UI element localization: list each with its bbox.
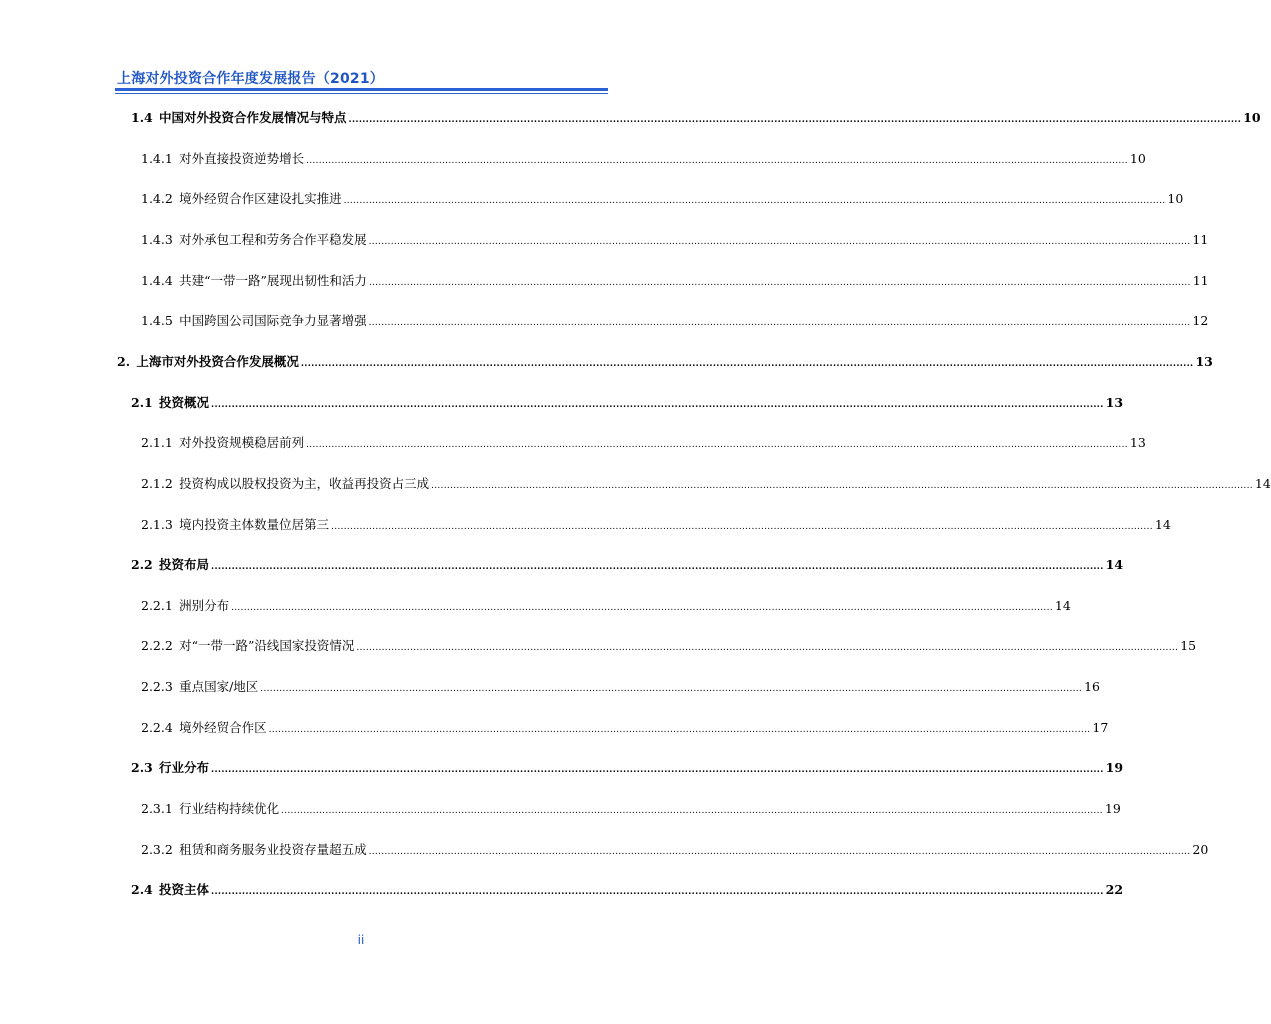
toc-entry-title: 境外经贸合作区 [179,720,267,735]
toc-entry-title: 共建“一带一路”展现出韧性和活力 [179,273,367,288]
toc-entry[interactable] [141,839,1209,861]
toc-entry-label [141,229,367,251]
toc-entry-number: 2.4 [131,882,153,897]
toc-entry[interactable] [141,148,1146,170]
toc-entry-page: 17 [1092,720,1109,735]
toc-entry-number: 1.4.2 [141,191,173,206]
toc-entry-title: 投资概况 [159,395,210,410]
toc-entry-page: 10 [1129,151,1146,166]
toc-entry-page: 14 [1105,557,1124,572]
toc-entry-page: 19 [1104,801,1121,816]
toc-entry-label [131,107,347,129]
toc-entry-label [141,514,329,536]
toc-entry-label [141,839,367,861]
toc-entry-number: 1.4.3 [141,232,173,247]
toc-leader-dots: .................................................................................................................................................................................................................................................................... [306,440,1128,450]
toc-leader-dots: .................................................................................................................................................................................................................................................................... [368,278,1191,288]
toc-entry-label [131,554,209,576]
toc-entry-label [141,473,429,495]
toc-entry-page: 13 [1129,435,1146,450]
toc-entry[interactable] [141,514,1171,536]
toc-entry-title: 对外承包工程和劳务合作平稳发展 [179,232,367,247]
toc-entry[interactable] [131,107,1261,129]
toc-entry-title: 租赁和商务服务业投资存量超五成 [179,842,367,857]
toc-entry-page: 11 [1192,273,1209,288]
toc-leader-dots: .................................................................................................................................................................................................................................................................... [368,237,1191,247]
toc-entry[interactable] [141,676,1101,698]
toc-entry-label [131,757,209,779]
toc-entry-number: 2. [117,354,131,369]
toc-entry-label [131,879,209,901]
toc-entry-page: 14 [1154,517,1171,532]
toc-leader-dots: .................................................................................................................................................................................................................................................................... [211,765,1104,775]
toc-leader-dots: .................................................................................................................................................................................................................................................................... [211,400,1104,410]
toc-entry-label [141,676,258,698]
toc-entry[interactable] [131,392,1124,414]
toc-entry-label [131,392,209,414]
header-rule-thick [115,88,608,91]
toc-entry[interactable] [141,229,1209,251]
toc-entry-label [141,148,304,170]
toc-entry-number: 2.1.3 [141,517,173,532]
toc-entry-label [141,270,367,292]
toc-entry-title: 中国对外投资合作发展情况与特点 [159,110,347,125]
toc-entry-label [141,188,342,210]
toc-leader-dots: .................................................................................................................................................................................................................................................................... [281,806,1103,816]
toc-entry-label [141,635,354,657]
toc-entry-title: 行业分布 [159,760,210,775]
toc-entry-title: 中国跨国公司国际竞争力显著增强 [179,313,367,328]
toc-leader-dots: .................................................................................................................................................................................................................................................................... [268,725,1091,735]
toc-entry-title: 对外投资规模稳居前列 [179,435,305,450]
toc-entry-page: 14 [1054,598,1071,613]
toc-entry-number: 2.3 [131,760,153,775]
toc-entry-title: 对外直接投资逆势增长 [179,151,305,166]
toc-entry-title: 洲别分布 [179,598,230,613]
toc-entry[interactable] [141,310,1209,332]
toc-entry[interactable] [131,554,1124,576]
toc-entry-page: 22 [1105,882,1124,897]
toc-entry-page: 19 [1105,760,1124,775]
toc-leader-dots: .................................................................................................................................................................................................................................................................... [431,481,1253,491]
toc-entry-label [141,798,279,820]
toc-entry-title: 重点国家/地区 [179,679,259,694]
toc-entry-label [141,310,367,332]
toc-entry-page: 14 [1254,476,1271,491]
toc-leader-dots: .................................................................................................................................................................................................................................................................... [306,156,1128,166]
toc-entry-title: 境外经贸合作区建设扎实推进 [179,191,342,206]
toc-entry-page: 13 [1105,395,1124,410]
toc-entry-label [141,595,229,617]
toc-entry-number: 2.2.3 [141,679,173,694]
toc-leader-dots: .................................................................................................................................................................................................................................................................... [260,684,1083,694]
toc-entry-number: 2.1.2 [141,476,173,491]
toc-entry-page: 16 [1084,679,1101,694]
toc-leader-dots: .................................................................................................................................................................................................................................................................... [331,522,1153,532]
toc-leader-dots: .................................................................................................................................................................................................................................................................... [368,318,1191,328]
toc-entry-number: 2.2.2 [141,638,173,653]
toc-entry[interactable] [141,798,1121,820]
toc-entry-page: 20 [1192,842,1209,857]
header-rule-thin [115,93,608,94]
toc-entry-title: 行业结构持续优化 [179,801,280,816]
toc-entry-page: 15 [1180,638,1197,653]
toc-entry-title: 投资构成以股权投资为主，收益再投资占三成 [179,476,430,491]
toc-leader-dots: .................................................................................................................................................................................................................................................................... [211,562,1104,572]
toc-entry-number: 2.1.1 [141,435,173,450]
toc-entry[interactable] [141,717,1109,739]
toc-entry-number: 1.4.5 [141,313,173,328]
toc-leader-dots: .................................................................................................................................................................................................................................................................... [348,115,1242,125]
toc-entry[interactable] [141,635,1197,657]
report-header-title: 上海对外投资合作年度发展报告（2021） [117,71,384,87]
toc-entry-number: 2.3.1 [141,801,173,816]
toc-leader-dots: .................................................................................................................................................................................................................................................................... [211,887,1104,897]
toc-entry[interactable] [141,473,1271,495]
toc-entry-number: 1.4 [131,110,153,125]
toc-leader-dots: .................................................................................................................................................................................................................................................................... [300,359,1194,369]
toc-entry[interactable] [141,188,1184,210]
toc-entry-page: 12 [1192,313,1209,328]
toc-entry[interactable] [141,270,1209,292]
toc-entry-title: 投资主体 [159,882,210,897]
toc-entry[interactable] [131,879,1124,901]
toc-entry-title: 对“一带一路”沿线国家投资情况 [179,638,355,653]
toc-leader-dots: .................................................................................................................................................................................................................................................................... [368,847,1191,857]
toc-entry-page: 13 [1195,354,1213,369]
footer-page-number: ii [357,933,365,947]
toc-entry-number: 1.4.4 [141,273,173,288]
toc-entry[interactable] [131,757,1124,779]
toc-entry-label [141,717,267,739]
toc-entry-number: 1.4.1 [141,151,173,166]
toc-entry-title: 投资布局 [159,557,210,572]
toc-entry-label [117,351,299,373]
toc-leader-dots: .................................................................................................................................................................................................................................................................... [356,643,1179,653]
toc-entry-number: 2.2.4 [141,720,173,735]
toc-entry-page: 10 [1167,191,1184,206]
toc-leader-dots: .................................................................................................................................................................................................................................................................... [343,196,1166,206]
toc-entry-number: 2.1 [131,395,153,410]
toc-entry[interactable] [117,351,1213,373]
toc-entry-number: 2.2.1 [141,598,173,613]
toc-entry-title: 境内投资主体数量位居第三 [179,517,330,532]
toc-entry-page: 11 [1192,232,1209,247]
toc-entry-number: 2.2 [131,557,153,572]
toc-entry-number: 2.3.2 [141,842,173,857]
toc-entry-title: 上海市对外投资合作发展概况 [136,354,299,369]
toc-entry[interactable] [141,595,1071,617]
toc-entry-page: 10 [1243,110,1261,125]
toc-entry-label [141,432,304,454]
toc-leader-dots: .................................................................................................................................................................................................................................................................... [231,603,1053,613]
toc-entry[interactable] [141,432,1146,454]
